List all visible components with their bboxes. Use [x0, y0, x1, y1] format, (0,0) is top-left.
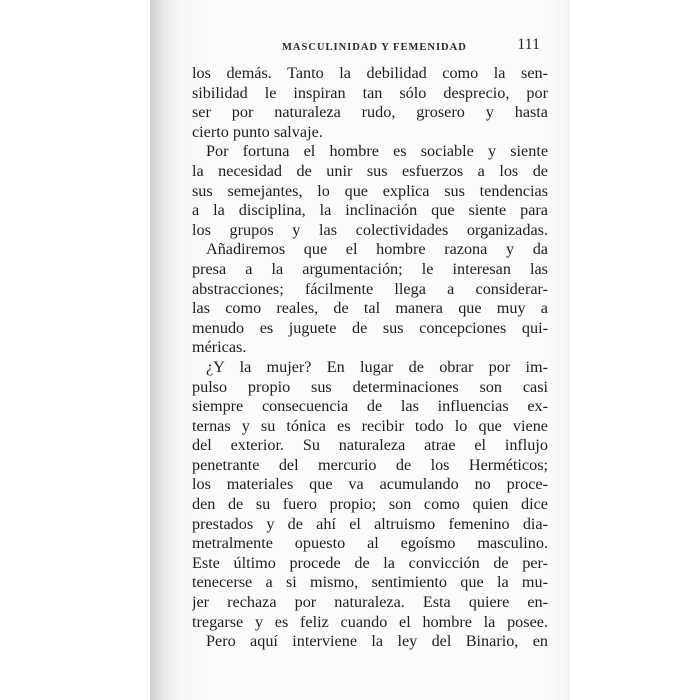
text-line: presa a la argumentación; le interesan las	[192, 259, 548, 278]
body-text	[192, 64, 548, 652]
text-line: la necesidad de unir sus esfuerzos a los de	[192, 161, 548, 180]
text-line: pulso propio sus determinaciones son casi	[192, 377, 548, 396]
text-line: los grupos y las colectividades organizadas.	[192, 220, 548, 239]
text-line: Este último procede de la convicción de per-	[192, 553, 548, 572]
text-line: los materiales que va acumulando no proce-	[192, 475, 548, 494]
text-line: sibilidad le inspiran tan sólo desprecio, por	[192, 83, 548, 102]
text-line: abstracciones; fácilmente llega a considerar-	[192, 279, 548, 298]
text-line: méricas.	[192, 338, 247, 357]
text-line: ¿Y la mujer? En lugar de obrar por im-	[206, 357, 548, 376]
text-line: den de su fuero propio; son como quien dice	[192, 495, 548, 514]
text-line: siempre consecuencia de las influencias ex-	[192, 397, 548, 416]
text-line: jer rechaza por naturaleza. Esta quiere en-	[192, 593, 548, 612]
text-line: ser por naturaleza rudo, grosero y hasta	[192, 103, 548, 122]
page-header	[192, 36, 548, 56]
text-line: prestados y de ahí el altruismo femenino dia-	[192, 514, 548, 533]
text-line: metralmente opuesto al egoísmo masculino.	[192, 534, 548, 553]
book-page	[150, 0, 570, 700]
text-line: del exterior. Su naturaleza atrae el influjo	[192, 436, 548, 455]
text-line: ternas y su tónica es recibir todo lo que viene	[192, 416, 548, 435]
text-line: tenecerse a si mismo, sentimiento que la mu-	[192, 573, 548, 592]
running-head: MASCULINIDAD Y FEMENIDAD	[282, 42, 467, 53]
text-line: cierto punto salvaje.	[192, 122, 323, 141]
page-content	[192, 36, 548, 652]
text-line: tregarse y es feliz cuando el hombre la posee.	[192, 612, 548, 631]
text-line: las como reales, de tal manera que muy a	[192, 299, 548, 318]
text-line: Por fortuna el hombre es sociable y siente	[206, 142, 548, 161]
text-line: Pero aquí interviene la ley del Binario, en	[206, 632, 548, 651]
text-line: menudo es juguete de sus concepciones qui-	[192, 318, 548, 337]
text-line: a la disciplina, la inclinación que siente para	[192, 201, 548, 220]
page-number: 111	[517, 36, 540, 53]
text-line: los demás. Tanto la debilidad como la sen-	[192, 64, 548, 82]
text-line: sus semejantes, lo que explica sus tendencias	[192, 181, 548, 200]
text-line: penetrante del mercurio de los Herméticos;	[192, 455, 548, 474]
text-line: Añadiremos que el hombre razona y da	[206, 240, 548, 259]
